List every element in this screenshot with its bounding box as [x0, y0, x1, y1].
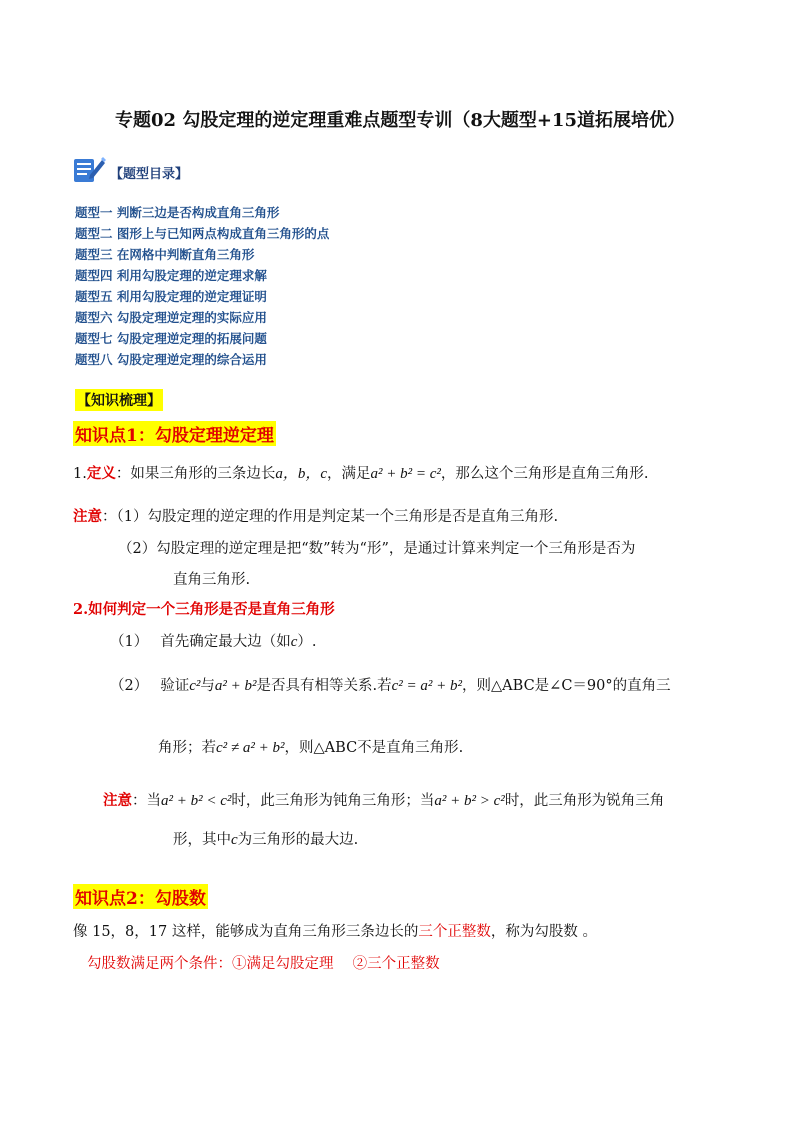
page-title: 专题02 勾股定理的逆定理重难点题型专训（8大题型+15道拓展培优） — [115, 110, 685, 131]
toc-heading: 【题型目录】 — [110, 167, 189, 182]
step-text: 首先确定最大边（如 — [160, 634, 291, 650]
kp2-text: ，称为勾股数 。 — [490, 924, 597, 940]
step-number: （2） — [110, 678, 149, 694]
step-text: 角形；若 — [158, 740, 216, 756]
math-expression: c² = a² + b² — [391, 678, 463, 694]
note-3-line — [103, 789, 664, 810]
kp2-emphasis: 三个正整数 — [418, 924, 491, 940]
section-tag: 【知识梳理】 — [75, 389, 163, 411]
note-label: 注意 — [73, 508, 102, 525]
note-text: ：当 — [132, 793, 161, 809]
knowledge-point-2-title: 知识点2：勾股数 — [73, 884, 208, 909]
math-expression: a² + b² > c² — [434, 793, 505, 809]
definition-variables: a，b，c — [275, 466, 328, 482]
definition-label: 定义 — [86, 465, 116, 482]
step-text: ，则△ABC是∠C＝90°的直角三 — [462, 678, 671, 694]
step-1-line — [110, 630, 317, 651]
toc-item[interactable]: 题型三 在网格中判断直角三角形 — [75, 247, 255, 262]
definition-line — [73, 462, 649, 483]
step-text: ，则△ABC不是直角三角形. — [284, 740, 464, 756]
definition-text: ，满足 — [327, 466, 371, 482]
note-text: 时，此三角形为锐角三角 — [504, 793, 665, 809]
pythagorean-triple-conditions: 勾股数满足两个条件：①满足勾股定理 ②三个正整数 — [87, 956, 440, 972]
subheading-how-to-judge: 2.如何判定一个三角形是否是直角三角形 — [73, 601, 335, 618]
definition-text: ：如果三角形的三条边长 — [115, 466, 276, 482]
math-expression: c² ≠ a² + b² — [216, 740, 285, 756]
note-label: 注意 — [103, 792, 132, 809]
toc-item[interactable]: 题型一 判断三边是否构成直角三角形 — [75, 205, 280, 220]
note-text: 形，其中 — [173, 832, 231, 848]
toc-item[interactable]: 题型四 利用勾股定理的逆定理求解 — [75, 268, 267, 283]
math-expression: a² + b² — [214, 678, 257, 694]
note-text: 时，此三角形为钝角三角形；当 — [231, 793, 435, 809]
toc-item[interactable]: 题型六 勾股定理逆定理的实际应用 — [75, 310, 267, 325]
step-2-line-2 — [158, 736, 463, 757]
step-text: ）. — [297, 634, 317, 650]
note-3-line-2 — [173, 828, 358, 849]
notepad-pencil-icon — [72, 154, 106, 184]
pythagorean-triple-definition — [73, 920, 597, 941]
toc-list — [75, 202, 329, 370]
toc-item[interactable]: 题型二 图形上与已知两点构成直角三角形的点 — [75, 226, 330, 241]
note-text: ：（1）勾股定理的逆定理的作用是判定某一个三角形是否是直角三角形. — [102, 509, 559, 525]
note-line-1 — [73, 505, 558, 526]
math-expression: a² + b² < c² — [161, 793, 232, 809]
math-variable: c — [290, 634, 298, 650]
step-text: 验证 — [160, 678, 190, 694]
step-text: 是否具有相等关系.若 — [256, 678, 392, 694]
note-line-2: （2）勾股定理的逆定理是把“数”转为“形”，是通过计算来判定一个三角形是否为 — [118, 541, 636, 557]
note-text: 为三角形的最大边. — [237, 832, 359, 848]
pythagorean-equation: a² + b² = c² — [370, 466, 441, 482]
definition-number: 1. — [73, 466, 87, 482]
knowledge-point-1-title: 知识点1：勾股定理逆定理 — [73, 421, 276, 446]
step-number: （1） — [110, 634, 149, 650]
math-expression: c² — [189, 678, 201, 694]
kp2-text: 像 15，8，17 这样，能够成为直角三角形三条边长的 — [73, 924, 419, 940]
toc-item[interactable]: 题型七 勾股定理逆定理的拓展问题 — [75, 331, 267, 346]
note-line-2-cont: 直角三角形. — [173, 572, 251, 588]
definition-text: ，那么这个三角形是直角三角形. — [440, 466, 649, 482]
step-2-line — [110, 674, 671, 695]
toc-item[interactable]: 题型八 勾股定理逆定理的综合运用 — [75, 352, 267, 367]
math-variable: c — [231, 832, 238, 848]
toc-item[interactable]: 题型五 利用勾股定理的逆定理证明 — [75, 289, 267, 304]
step-text: 与 — [200, 678, 215, 694]
